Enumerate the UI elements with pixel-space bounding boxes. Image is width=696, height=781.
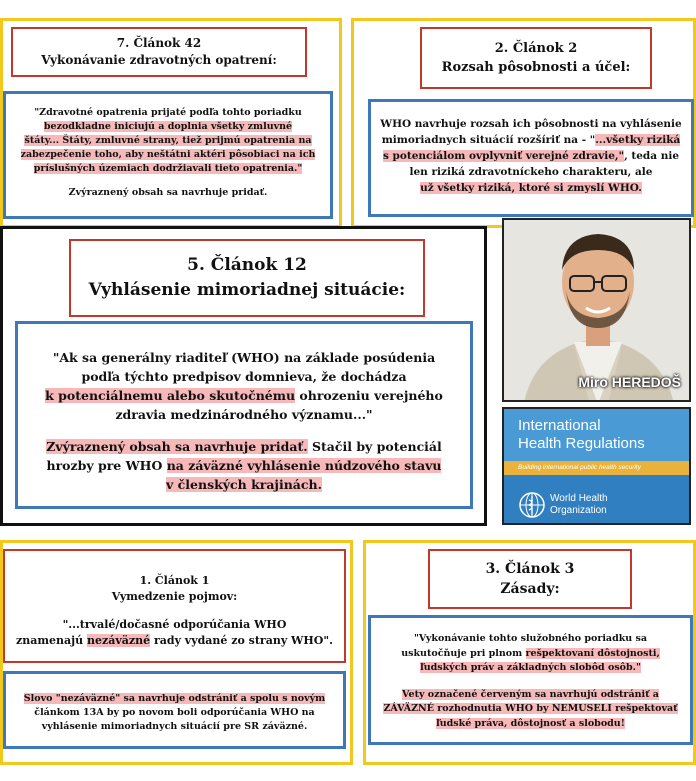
article-3-number: 3. Článok 3 [485,561,575,577]
who-name-line-1: World Health [550,493,608,504]
article-12-quote-line: "Ak sa generálny riaditeľ (WHO) na základe posúdenia [52,350,436,365]
article-12-highlight: k potenciálnemu alebo skutočnému [45,388,296,403]
article-7-quote-box [3,91,333,219]
article-7-number: 7. Článok 42 [116,36,202,50]
article-2-line: , teda nie [624,150,680,162]
who-emblem-icon [518,491,546,519]
article-2-line: mimoriadnych situácií rozšíriť na - " [381,134,596,146]
article-2-body-box [368,99,694,217]
ihr-title-line-2: Health Regulations [518,435,645,452]
article-2-panel [351,18,696,228]
article-1-note-line: vyhlásenie mimoriadnych situácií pre SR záväzné. [41,721,308,732]
article-3-note-line: Vety označené červeným sa navrhujú odstrániť a [402,688,659,700]
article-3-quote-line: uskutočňuje pri plnom [401,647,526,659]
article-3-heading [428,549,632,609]
quote-line: zabezpečenie toho, aby neštátni aktéri pôsobiaci na ich [20,149,316,160]
article-12-quote-line: podľa týchto predpisov domnieva, že dochádza [81,369,407,384]
article-12-title: Vyhlásenie mimoriadnej situácie: [88,280,406,300]
article-3-body-box [368,615,693,745]
article-2-number: 2. Článok 2 [494,41,578,56]
article-3-note-line: ZÁVÄZNÉ rozhodnutia WHO by NEMUSELI rešpektovať [383,703,678,714]
article-3-title: Zásady: [500,581,560,597]
article-12-note-line: hrozby pre WHO [46,458,167,473]
quote-line: štáty... Štáty, zmluvné strany, tiež prijmú opatrenia na [24,135,312,146]
article-7-note: Zvýraznený obsah sa navrhuje pridať. [68,187,268,198]
quote-line: príslušných územiach dodržiavali tieto opatrenia." [33,163,303,174]
article-1-note-box [3,671,346,749]
article-1-note-line: článkom 13A by po novom boli odporúčania WHO na [34,707,315,718]
article-12-number: 5. Článok 12 [187,255,307,275]
ihr-cover [502,407,691,525]
article-12-highlight: na záväzné vyhlásenie núdzového stavu [166,458,442,473]
article-1-note-line: Slovo "nezáväzné" sa navrhuje odstrániť a spolu s novým [23,693,326,704]
article-12-body-box [15,321,473,509]
article-1-quote-line: "...trvalé/dočasné odporúčania WHO [62,618,287,631]
article-7-title: Vykonávanie zdravotných opatrení: [41,53,277,67]
article-7-panel [0,18,342,228]
article-2-line: WHO navrhuje rozsah ich pôsobnosti na vyhlásenie [380,118,682,130]
article-2-highlight: už všetky riziká, ktoré si zmyslí WHO. [420,182,642,194]
article-2-line: len riziká zdravotníckeho charakteru, ale [409,166,653,178]
article-3-quote-line: "Vykonávanie tohto služobného poriadku sa [413,633,648,644]
who-name-line-2: Organization [550,505,607,516]
article-3-highlight: ľudských práv a základných slobôd osôb." [420,662,641,673]
article-3-highlight: rešpektovaní dôstojnosti, [525,647,660,659]
article-12-heading [69,239,425,317]
article-1-highlight: nezáväzné [87,634,151,647]
article-12-highlight: v členských krajinách. [166,477,322,492]
person-photo [502,218,691,402]
article-1-title: Vymedzenie pojmov: [111,590,238,603]
person-name: Miro HEREDOŠ [578,374,681,390]
article-1-number: 1. Článok 1 [139,574,210,587]
article-2-heading [420,27,652,89]
article-12-quote-line: ohrozeniu verejného [295,388,443,403]
article-1-panel [0,540,353,765]
quote-line: "Zdravotné opatrenia prijaté podľa tohto poriadku [34,107,302,118]
article-1-quote-line: rady vydané zo strany WHO". [150,634,333,647]
article-12-panel [0,226,487,526]
article-1-quote-box [3,549,346,663]
article-2-highlight: s potenciálom ovplyvniť verejné zdravie," [382,150,625,162]
article-2-title: Rozsah pôsobnosti a účel: [441,60,631,75]
article-12-highlight: Zvýraznený obsah sa navrhuje pridať. [46,439,308,454]
ihr-title-line-1: International [518,417,601,434]
article-7-heading [11,27,307,77]
article-12-note-line: Stačil by potenciál [307,439,442,454]
article-3-panel [363,540,696,765]
article-1-quote-line: znamenajú [16,634,87,647]
ihr-tagline: Building international public health security [518,464,641,471]
article-12-quote-line: zdravia medzinárodného významu..." [115,407,373,422]
article-3-note-line: ľudské práva, dôstojnosť a slobodu! [436,717,625,729]
article-2-highlight: ...všetky riziká [595,134,681,146]
quote-line: bezodkladne iniciujú a doplnia všetky zmluvné [43,121,293,132]
